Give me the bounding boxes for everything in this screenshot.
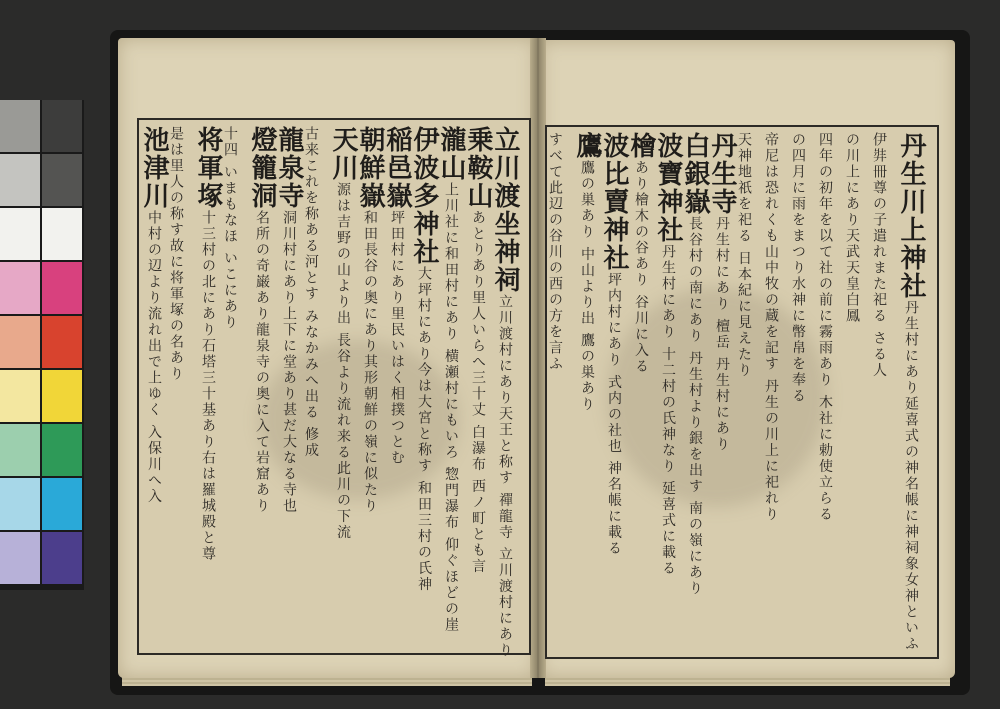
entry-body: 伊弉冊尊の子遣れまた祀る さる人 (871, 132, 887, 379)
calibration-swatch (42, 370, 82, 422)
calibration-swatch (42, 532, 82, 584)
left-text-column (330, 126, 356, 644)
entry-heading: 立川渡坐神祠 (490, 126, 520, 294)
calibration-swatch (0, 532, 40, 584)
right-text-column (790, 132, 806, 648)
calibration-swatch (0, 316, 40, 368)
entry-body: 丹生村にあり延喜式の神名帳に神祠象女神といふ (903, 300, 919, 652)
entry-heading: 丹生寺 (707, 132, 737, 216)
left-text-column (465, 126, 491, 644)
right-text-column (844, 132, 860, 648)
calibration-swatch (0, 262, 40, 314)
entry-heading: 檜 (626, 132, 656, 160)
right-text-column (763, 132, 779, 648)
entry-heading: 乗鞍山 (463, 126, 493, 210)
calibration-swatch (0, 100, 40, 152)
right-text-column (709, 132, 735, 648)
calibration-swatch (42, 208, 82, 260)
entry-body: あり檜木の谷あり 谷川に入る (633, 160, 649, 375)
calibration-swatch (42, 262, 82, 314)
left-text-column (168, 126, 184, 644)
entry-body: の川上にあり天武天皇白鳳 (844, 132, 860, 324)
calibration-swatch (0, 424, 40, 476)
entry-heading: 将軍塚 (193, 126, 223, 210)
book-gutter (530, 38, 546, 678)
entry-body: 坪内村にあり 式内の社也 神名帳に載る (606, 272, 622, 557)
entry-heading: 丹生川上神社 (896, 132, 926, 300)
entry-body: 帝尼は恐れくも山中牧の蔵を記す 丹生の川上に祀れり (763, 132, 779, 523)
entry-heading: 朝鮮嶽 (355, 126, 385, 210)
calibration-swatch (0, 370, 40, 422)
color-calibration-strip (0, 100, 84, 590)
entry-body: 丹生村にあり 十二村の氏神なり 延喜式に載る (660, 244, 676, 577)
right-text-column (547, 132, 563, 648)
left-text-column (384, 126, 410, 644)
left-text-column (490, 126, 520, 659)
entry-body: 中村の辺より流れ出で上ゆく 入保川へ入 (146, 210, 162, 505)
left-text-column (222, 126, 238, 644)
entry-heading: 稲邑嶽 (382, 126, 412, 210)
entry-body: 上川社に和田村にあり 横瀬村にもいろ 惣門瀑布 仰ぐほどの崖 (443, 182, 459, 634)
calibration-swatch (42, 316, 82, 368)
right-text-column (682, 132, 708, 648)
right-text-column (655, 132, 681, 648)
calibration-swatch (42, 154, 82, 206)
right-text-column (896, 132, 926, 652)
left-text-column (411, 126, 437, 644)
entry-heading: 池津川 (139, 126, 169, 210)
entry-body: 立川渡村にあり天王と称す 禪龍寺 立川渡村にあり (497, 294, 513, 659)
left-text-column (141, 126, 167, 644)
entry-heading: 伊波多神社 (409, 126, 439, 266)
entry-body: 坪田村にあり里民いはく相撲つとむ (389, 210, 405, 466)
entry-heading: 鷹 (572, 132, 602, 160)
entry-heading: 燈籠洞 (247, 126, 277, 210)
entry-body: 天神地祇を祀る 日本紀に見えたり (736, 132, 752, 379)
entry-body: 是は里人の称す故に将軍塚の名あり (168, 126, 184, 382)
left-text-column (195, 126, 221, 644)
entry-heading: 波寶神社 (653, 132, 683, 244)
calibration-swatch (0, 154, 40, 206)
entry-body: 和田長谷の奥にあり其形朝鮮の嶺に似たり (362, 210, 378, 514)
entry-heading: 龍泉寺 (274, 126, 304, 210)
entry-body: 十三村の北にあり石塔三十基あり右は羅城殿と尊 (200, 210, 216, 562)
calibration-swatch (42, 100, 82, 152)
left-text-column (249, 126, 275, 644)
entry-heading: 瀧山 (436, 126, 466, 182)
entry-body: 十四 いまもなほ いこにあり (222, 126, 238, 331)
left-text-column (276, 126, 302, 644)
calibration-swatch (0, 208, 40, 260)
calibration-swatch (0, 478, 40, 530)
entry-body: 洞川村にあり上下に堂あり甚だ大なる寺也 (281, 210, 297, 514)
right-text-column (601, 132, 627, 648)
right-text-column (871, 132, 887, 648)
entry-body: 大坪村にあり今は大宮と称す 和田三村の氏神 (416, 266, 432, 593)
right-text-column (628, 132, 654, 648)
calibration-swatch (42, 424, 82, 476)
left-text-column (357, 126, 383, 644)
right-text-column (574, 132, 600, 648)
entry-body: あとりあり里人いらへ三十丈 白瀑布 西ノ町とも言 (470, 210, 486, 575)
entry-body: 鷹の巣あり 中山より出 鷹の巣あり (579, 160, 595, 413)
left-text-column (303, 126, 319, 644)
entry-heading: 天川 (328, 126, 358, 182)
entry-body: 四年の初年を以て社の前に霧雨あり 木社に勅使立らる (817, 132, 833, 523)
entry-body: 古来これを称ある河とす みなかみへ出る 修成 (303, 126, 319, 459)
entry-body: 源は吉野の山より出 長谷より流れ来る此川の下流 (335, 182, 351, 541)
entry-body: 丹生村にあり 檀岳 丹生村にあり (714, 216, 730, 453)
entry-body: すべて此辺の谷川の西の方を言ふ (547, 132, 563, 372)
entry-body: 名所の奇巌あり龍泉寺の奥に入て岩窟あり (254, 210, 270, 514)
entry-body: の四月に雨をまつり水神に幣帛を奉る (790, 132, 806, 404)
right-text-column (736, 132, 752, 648)
entry-heading: 波比賣神社 (599, 132, 629, 272)
left-text-column (438, 126, 464, 644)
right-text-column (817, 132, 833, 648)
entry-body: 長谷村の南にあり 丹生村より銀を出す 南の嶺にあり (687, 216, 703, 597)
calibration-swatch (42, 478, 82, 530)
entry-heading: 白銀嶽 (680, 132, 710, 216)
